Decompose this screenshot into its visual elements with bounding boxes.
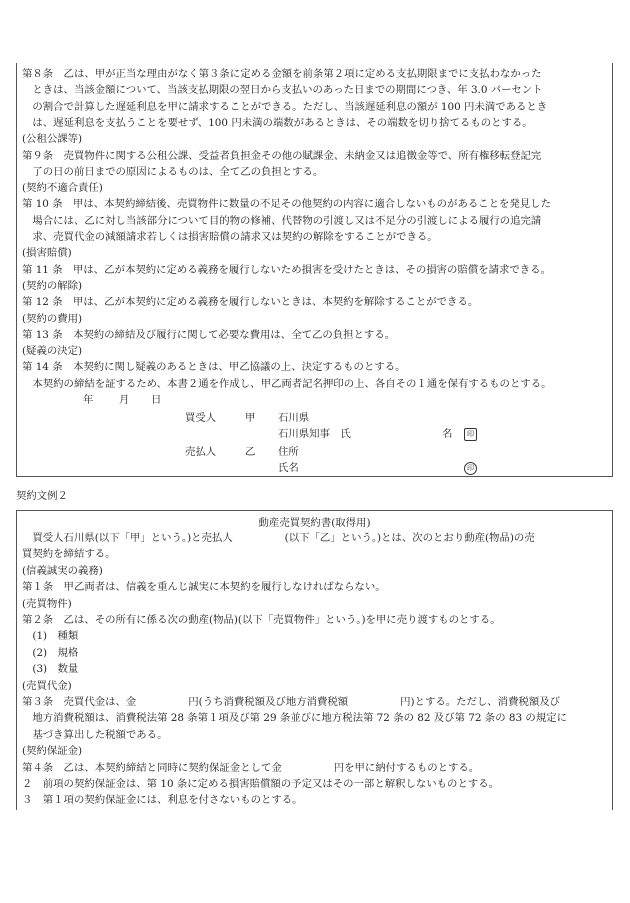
contract-1-box — [16, 63, 613, 477]
seller-seal: 印 — [464, 461, 477, 475]
contract-line: 第２条 乙は、その所有に係る次の動産(物品)(以下「売買物件」という。)を甲に売り渡すものとする。 — [22, 614, 501, 626]
contract-line: 第３条 売買代金は、金 円(うち消費税額及び地方消費税額 円)とする。ただし、消費税額及び — [22, 696, 561, 708]
contract-line: 基づき算出した税額である。 — [22, 728, 168, 741]
contract-line: (2) 規格 — [22, 646, 79, 659]
contract-line: 求、売買代金の減額請求若しくは損害賠償の請求又は契約の解除をすることができる。 — [22, 231, 438, 243]
contract-line: (3) 数量 — [22, 663, 79, 676]
contract-line: (契約の費用) — [22, 312, 83, 325]
contract-line: (公租公課等) — [22, 133, 83, 146]
buyer-seal: 印 — [464, 427, 477, 441]
section-label: 契約文例２ — [16, 490, 68, 502]
contract-line: (1) 種類 — [22, 630, 79, 643]
contract-line: 第 12 条 甲は、乙が本契約に定める義務を履行しないときは、本契約を解除することができる。 — [22, 296, 479, 309]
contract-2-box — [16, 510, 613, 810]
contract-line: ときは、当該金額について、当該支払期限の翌日から支払いのあった日までの期間につき、年 3.0 パーセント — [22, 84, 543, 97]
contract-line: の割合で計算した遅延利息を甲に請求することができる。ただし、当該遅延利息の額が 100 円未満であるとき — [22, 100, 548, 113]
buyer-party: 甲 — [245, 412, 256, 424]
contract-line: (売買代金) — [22, 679, 72, 692]
contract-line: 場合には、乙に対し当該部分について目的物の修補、代替物の引渡し又は不足分の引渡しによる履行の追完請 — [22, 214, 542, 227]
seller-party: 乙 — [245, 446, 256, 458]
contract-line: ３ 第１項の契約保証金には、利息を付さないものとする。 — [22, 794, 303, 807]
contract-line: 本契約の締結を証するため、本書２通を作成し、甲乙両者記名押印の上、各自その１通を保有するものとする。 — [22, 377, 552, 390]
date-month: 月 — [119, 394, 130, 406]
contract-line: 第８条 乙は、甲が正当な理由がなく第３条に定める金額を前条第２項に定める支払期限までに支払わなかった — [22, 68, 542, 80]
contract-line: 第９条 売買物件に関する公租公課、受益者負担金その他の賦課金、未納金又は追徴金等で、所有権移転登記完 — [22, 149, 542, 162]
buyer-name-suffix: 名 — [442, 428, 453, 440]
contract-line: ２ 前項の契約保証金は、第 10 条に定める損害賠償額の予定又はその一部と解釈しないものとする。 — [22, 778, 500, 790]
contract-line: (売買物件) — [22, 597, 72, 610]
contract-2-title: 動産売買契約書(取得用) — [258, 517, 371, 529]
contract-line: (契約不適合責任) — [22, 182, 103, 195]
contract-line: 第 14 条 本契約に関し疑義のあるときは、甲乙協議の上、決定するものとする。 — [22, 361, 406, 374]
contract-line: 第 10 条 甲は、本契約締結後、売買物件に数量の不足その他契約の内容に適合しないものがあることを発見した — [22, 198, 551, 211]
seller-name-label: 氏名 — [278, 462, 299, 474]
buyer-name-line2: 石川県知事 氏 — [278, 428, 351, 440]
contract-line: は、遅延利息を支払うことを要せず、100 円未満の端数があるときは、その端数を切り捨てるものとする。 — [22, 116, 533, 129]
date-day: 日 — [151, 394, 162, 406]
contract-line: 第 13 条 本契約の締結及び履行に関して必要な費用は、全て乙の負担とする。 — [22, 328, 396, 341]
contract-line: (信義誠実の義務) — [22, 564, 103, 577]
contract-line: (損害賠償) — [22, 247, 72, 260]
contract-line: (契約の解除) — [22, 279, 83, 292]
seller-address-label: 住所 — [278, 446, 299, 458]
contract-line: 地方消費税額は、消費税法第 28 条第１項及び第 29 条並びに地方税法第 72 条の 82 及び第 72 条の 83 の規定に — [22, 712, 567, 725]
date-year: 年 — [83, 394, 94, 406]
contract-line: 第４条 乙は、本契約締結と同時に契約保証金として金 円を甲に納付するものとする。 — [22, 761, 480, 774]
contract-line: (疑義の決定) — [22, 345, 83, 358]
contract-line: 第 11 条 甲は、乙が本契約に定める義務を履行しないため損害を受けたときは、その損害の賠償を請求できる。 — [22, 263, 551, 276]
contract-line: (契約保証金) — [22, 745, 83, 758]
seller-role: 売払人 — [185, 446, 217, 458]
contract-line: 買受人石川県(以下「甲」という。)と売払人 (以下「乙」という。)とは、次のとおり動産(物品)の売 — [22, 532, 535, 544]
contract-line: 了の日の前日までの原因によるものは、全て乙の負担とする。 — [22, 165, 324, 178]
buyer-role: 買受人 — [185, 412, 217, 424]
contract-line: 買契約を締結する。 — [22, 548, 116, 561]
buyer-name-line1: 石川県 — [278, 412, 310, 424]
contract-line: 第１条 甲乙両者は、信義を重んじ誠実に本契約を履行しなければならない。 — [22, 581, 386, 594]
